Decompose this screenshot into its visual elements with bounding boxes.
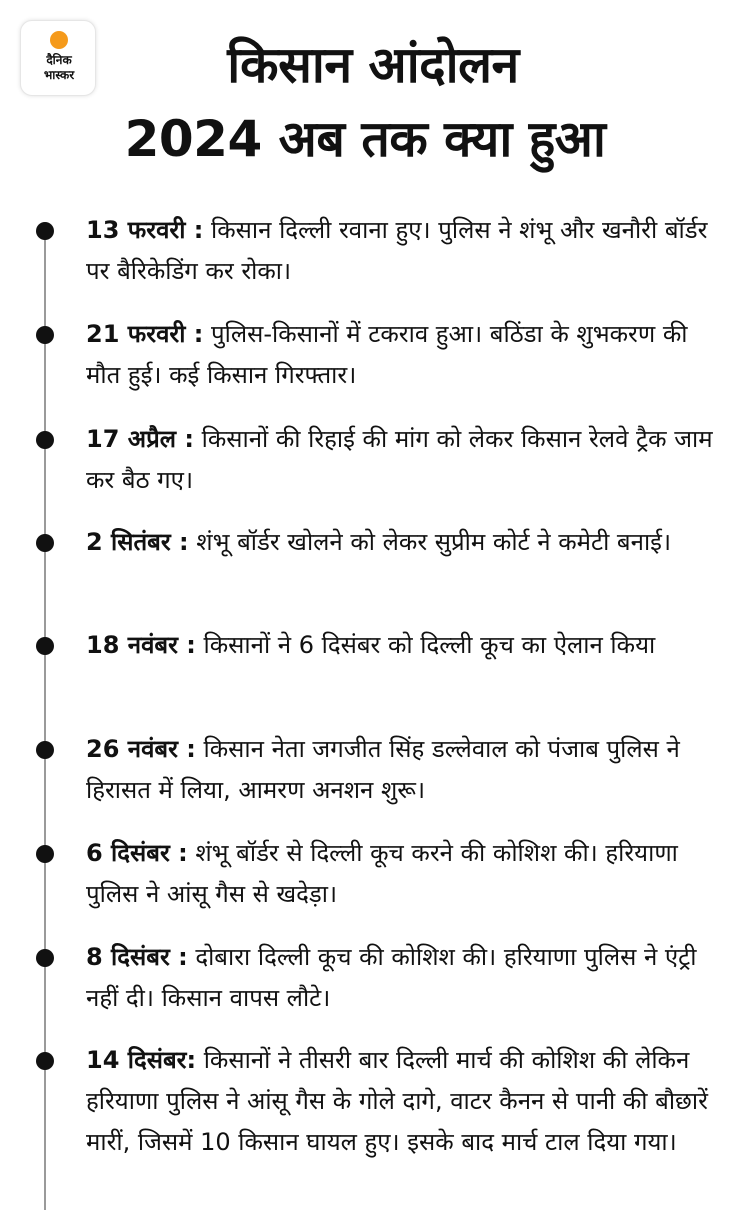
event-text: [86, 1040, 716, 1163]
event-description: पुलिस-किसानों में टकराव हुआ। बठिंडा के शुभकरण की मौत हुई। कई किसान गिरफ्तार।: [86, 320, 688, 389]
timeline-dot: [36, 845, 54, 863]
event-description: किसानों ने तीसरी बार दिल्ली मार्च की कोशिश की लेकिन हरियाणा पुलिस ने आंसू गैस के गोले दागे, वाटर कैनन से पानी की बौछारें मारीं, जिसमें 10 किसान घायल हुए। इसके बाद मार्च टाल दिया गया।: [86, 1046, 708, 1156]
event-date: 21 फरवरी :: [86, 320, 204, 348]
timeline-dot: [36, 949, 54, 967]
event-date: 17 अप्रैल :: [86, 425, 194, 453]
timeline-dot: [36, 534, 54, 552]
event-text: [86, 210, 716, 292]
logo-text-line1: दैनिक: [46, 53, 72, 67]
timeline-dot: [36, 1052, 54, 1070]
event-date: 8 दिसंबर :: [86, 943, 188, 971]
timeline-dot: [36, 637, 54, 655]
timeline-dot: [36, 326, 54, 344]
event-text: [86, 522, 716, 563]
event-date: 6 दिसंबर :: [86, 839, 188, 867]
event-description: किसानों ने 6 दिसंबर को दिल्ली कूच का ऐलान किया: [195, 631, 656, 659]
event-text: [86, 625, 716, 666]
event-date: 14 दिसंबर:: [86, 1046, 197, 1074]
title-line2: 2024 अब तक क्या हुआ: [124, 110, 606, 168]
event-description: शंभू बॉर्डर खोलने को लेकर सुप्रीम कोर्ट ने कमेटी बनाई।: [188, 528, 672, 556]
title-line1: किसान आंदोलन: [227, 36, 519, 94]
event-date: 13 फरवरी :: [86, 216, 204, 244]
event-date: 2 सितंबर :: [86, 528, 189, 556]
page-title: [0, 28, 730, 176]
timeline-dot: [36, 741, 54, 759]
event-date: 18 नवंबर :: [86, 631, 196, 659]
logo-text-line2: भास्कर: [43, 68, 75, 82]
event-date: 26 नवंबर :: [86, 735, 196, 763]
event-text: [86, 419, 716, 501]
event-text: [86, 314, 716, 396]
event-description: शंभू बॉर्डर से दिल्ली कूच करने की कोशिश की। हरियाणा पुलिस ने आंसू गैस से खदेड़ा।: [86, 839, 678, 908]
event-description: किसानों की रिहाई की मांग को लेकर किसान रेलवे ट्रैक जाम कर बैठ गए।: [86, 425, 713, 494]
event-description: किसान नेता जगजीत सिंह डल्लेवाल को पंजाब पुलिस ने हिरासत में लिया, आमरण अनशन शुरू।: [86, 735, 680, 804]
event-description: दोबारा दिल्ली कूच की कोशिश की। हरियाणा पुलिस ने एंट्री नहीं दी। किसान वापस लौटे।: [86, 943, 697, 1012]
event-text: [86, 937, 716, 1019]
event-text: [86, 729, 716, 811]
timeline-dot: [36, 222, 54, 240]
timeline-dot: [36, 431, 54, 449]
event-description: किसान दिल्ली रवाना हुए। पुलिस ने शंभू और खनौरी बॉर्डर पर बैरिकेडिंग कर रोका।: [86, 216, 708, 285]
event-text: [86, 833, 716, 915]
